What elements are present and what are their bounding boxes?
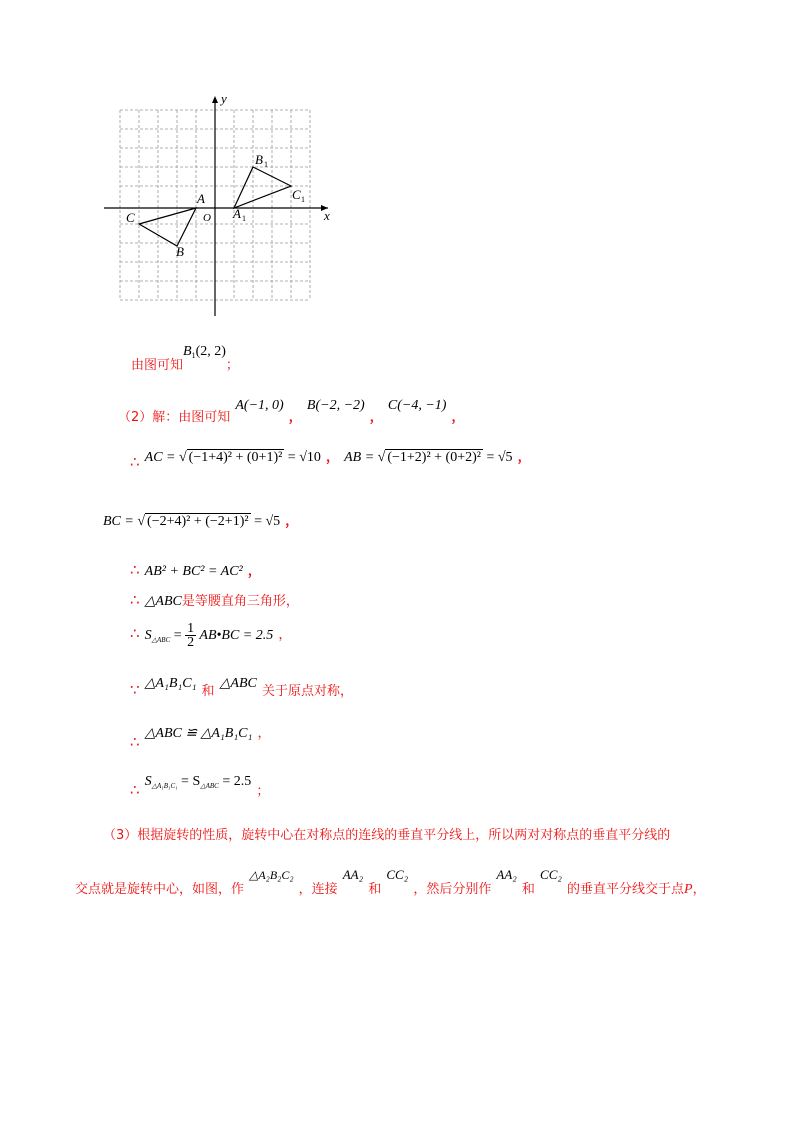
line-1-prefix: 由图可知 — [131, 358, 184, 373]
label-o: O — [203, 212, 211, 224]
label-c: C — [126, 210, 135, 225]
point-a: A(−1, 0) — [235, 398, 284, 413]
triangle-a2b2c2-ref: △A₂B₂C₂ — [249, 868, 294, 882]
area-congruence-equation: $S_{\triangle A_1B_1C_1} = S_{\triangle ABC} = 2.5$ — [144, 774, 252, 790]
and-text: 和 — [201, 684, 215, 699]
comma: ， — [369, 410, 383, 425]
semicolon: ； — [256, 784, 270, 799]
axes — [104, 98, 328, 316]
comma: ， — [288, 410, 302, 425]
line-1-suffix: ； — [225, 358, 239, 373]
and-text: 和 — [521, 882, 535, 897]
label-a1: A — [233, 206, 241, 221]
line-1 — [131, 340, 239, 373]
comma: ， — [285, 514, 299, 529]
line-5 — [130, 560, 261, 580]
therefore-symbol: ∴ — [130, 591, 140, 609]
line-7 — [130, 622, 291, 649]
line-10 — [130, 770, 270, 799]
label-c1-sub: 1 — [301, 195, 305, 204]
ab-equation: AB = √ (−1+2)² + (0+2)² = √5 — [344, 450, 513, 465]
para-3-text-1: 交点就是旋转中心，如图，作 — [75, 882, 245, 897]
bc-equation: BC = √ (−2+4)² + (−2+1)² = √5 — [103, 514, 281, 529]
triangle-a1b1c1 — [234, 167, 291, 208]
line-6 — [130, 590, 299, 610]
point-p: P — [684, 882, 693, 897]
triangle-abc-ref: △ABC — [219, 676, 257, 691]
coordinate-figure — [100, 90, 340, 320]
point-c: C(−4, −1) — [387, 398, 447, 413]
label-y: y — [221, 91, 227, 106]
label-b: B — [176, 244, 184, 259]
point-b: B(−2, −2) — [306, 398, 365, 413]
para-3-line-b — [75, 864, 706, 897]
comma: ， — [257, 726, 271, 741]
therefore-symbol: ∴ — [130, 733, 140, 751]
label-x: x — [324, 208, 330, 223]
label-c1: C — [292, 187, 301, 202]
line-3 — [130, 446, 531, 471]
comma: ， — [247, 564, 261, 579]
b1-point: $B_1(2$, 2) — [183, 344, 226, 360]
label-b1-sub: 1 — [264, 160, 268, 169]
label-b1: B — [255, 152, 263, 167]
triangle-abc — [139, 208, 196, 246]
line-6-text: 是等腰直角三角形， — [181, 594, 299, 609]
triangle-a1b1c1-ref: △A₁B₁C₁ — [144, 676, 197, 691]
ac-equation: AC = √ (−1+4)² + (0+1)² = √10 — [144, 450, 321, 465]
therefore-symbol: ∴ — [130, 561, 140, 579]
congruence-equation: △ABC ≌ △A₁B₁C₁ — [144, 726, 253, 741]
because-symbol: ∵ — [130, 681, 140, 699]
label-a1-sub: 1 — [242, 214, 246, 223]
segment-cc2: CC₂ — [540, 867, 562, 882]
segment-aa2: AA₂ — [496, 867, 517, 882]
para-3-text-2: ，连接 — [298, 882, 338, 897]
therefore-symbol: ∴ — [130, 624, 140, 643]
line-8 — [130, 672, 353, 699]
segment-cc2: CC₂ — [386, 867, 409, 882]
comma: ， — [517, 450, 531, 465]
para-3-text-3: ，然后分别作 — [413, 882, 492, 897]
area-equation: $S_{\triangle ABC}$ = $\frac{1}{2}$ AB•BC = 2.5 — [144, 621, 274, 650]
comma: ， — [325, 450, 339, 465]
and-text: 和 — [368, 882, 382, 897]
para-3-line-a: （3）根据旋转的性质，旋转中心在对称点的连线的垂直平分线上，所以两对对称点的垂直平分线的 — [103, 828, 671, 843]
para-3-text-5: ， — [692, 882, 706, 897]
y-axis-arrow — [212, 96, 218, 103]
triangle-abc-ref: △ABC — [144, 594, 182, 609]
therefore-symbol: ∴ — [130, 453, 140, 471]
line-8-text: 关于原点对称， — [261, 684, 353, 699]
para-3-text-4: 的垂直平分线交于点 — [567, 882, 685, 897]
comma: ， — [278, 627, 292, 643]
segment-aa2: AA₂ — [342, 867, 364, 882]
line-2 — [118, 394, 465, 425]
therefore-symbol: ∴ — [130, 781, 140, 799]
line-4 — [103, 510, 298, 530]
comma: ， — [451, 410, 465, 425]
line-9 — [130, 722, 271, 751]
line-2-prefix: （2）解：由图可知 — [118, 410, 231, 425]
label-a: A — [197, 191, 205, 206]
pythagoras-equation: AB² + BC² = AC² — [144, 564, 243, 579]
